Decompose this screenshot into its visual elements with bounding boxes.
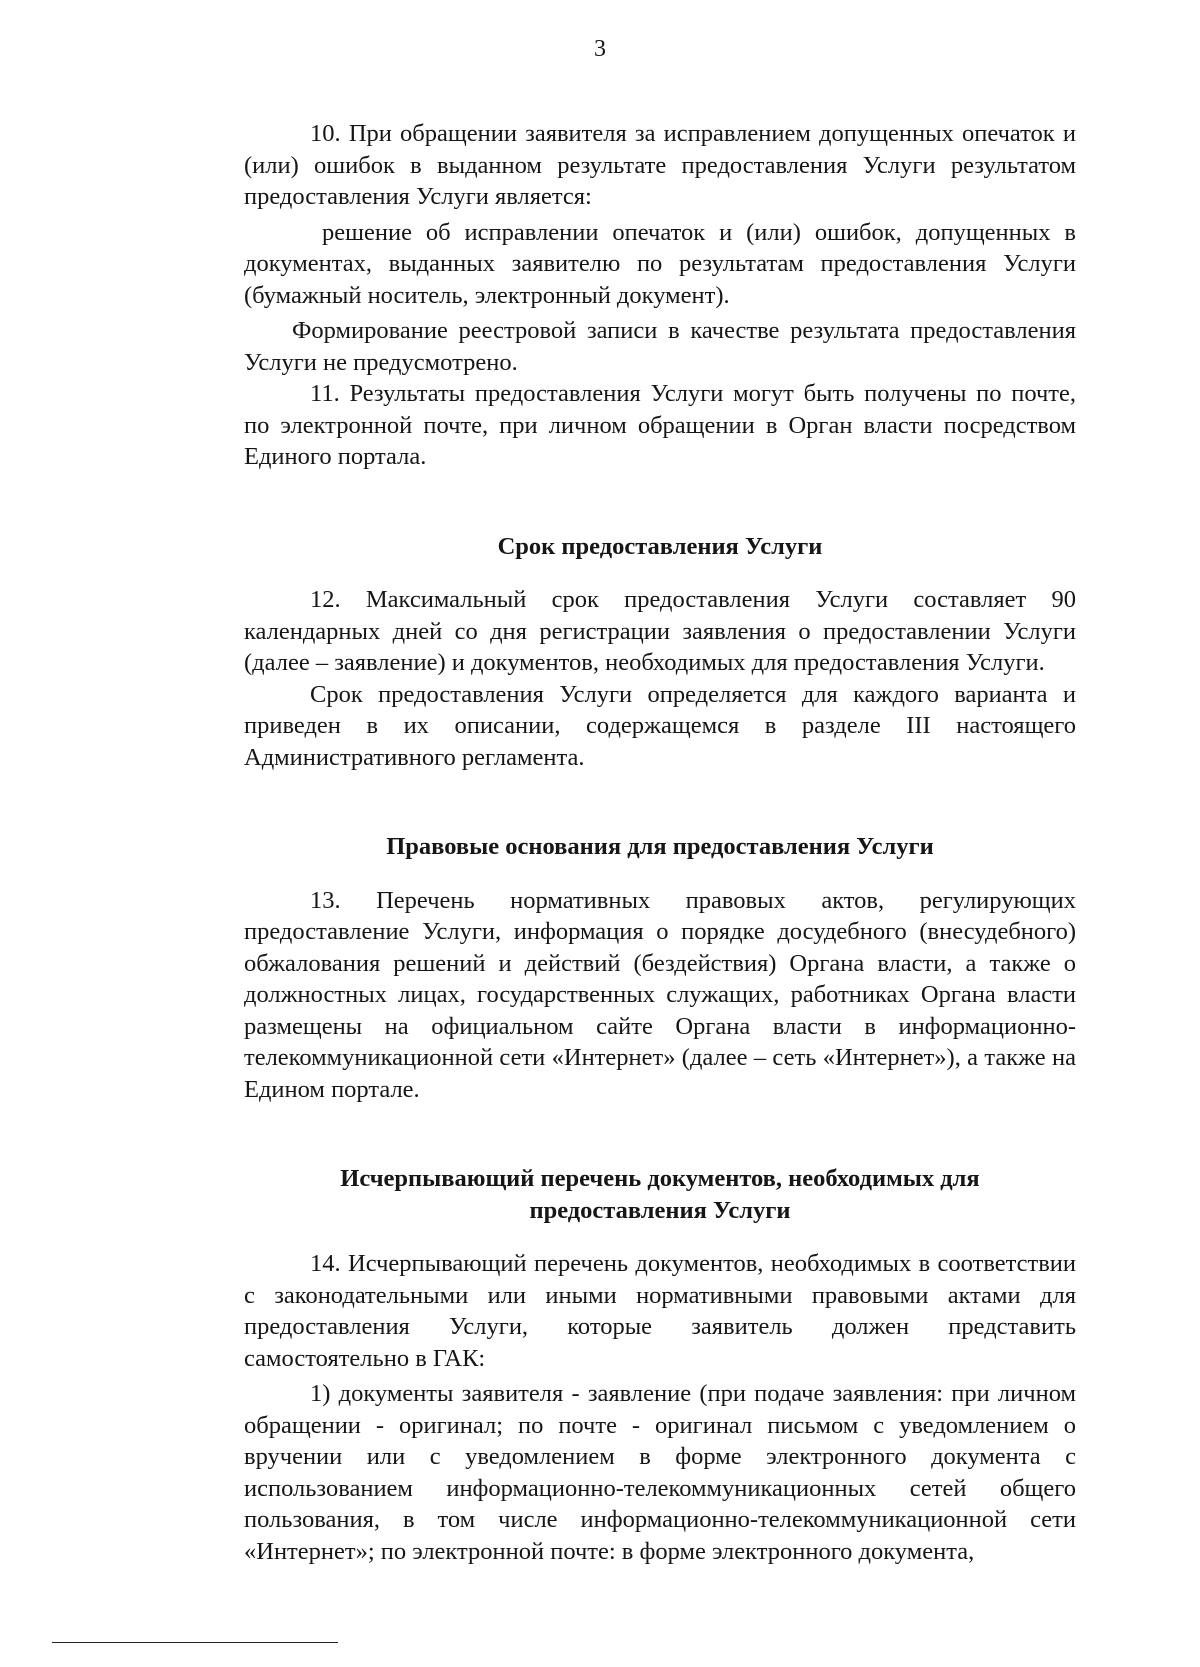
paragraph-14-item-1: 1) документы заявителя - заявление (при подаче заявления: при личном обращении - оригинал; по почте - оригинал письмом с уведомлением о вручении или с уведомлением в форме электронного документа с использованием информационно-телекоммуникационных сетей общего пользования, в том числе информационно-телекоммуникационной сети «Интернет»; по электронной почте: в форме электронного документа,	[244, 1380, 1076, 1565]
paragraph-10-registry: Формирование реестровой записи в качестве результата предоставления Услуги не предусмотрено.	[244, 317, 1076, 376]
footnote-separator	[52, 1642, 338, 1643]
paragraph-10-decision: решение об исправлении опечаток и (или) ошибок, допущенных в документах, выданных заявителю по результатам предоставления Услуги (бумажный носитель, электронный документ).	[244, 218, 1076, 309]
heading-term: Срок предоставления Услуги	[497, 532, 823, 560]
heading-legal-basis: Правовые основания для предоставления Услуги	[386, 833, 934, 860]
page-number: 3	[594, 36, 606, 62]
paragraph-13: 13. Перечень нормативных правовых актов, регулирующих предоставление Услуги, информация о порядке досудебного (внесудебного) обжалования решений и действий (бездействия) Органа власти, а также о должностных лицах, государственных служащих, работниках Органа власти размещены на официальном сайте Органа власти в информационно-телекоммуникационной сети «Интернет» (далее – сеть «Интернет»), а также на Едином портале.	[244, 886, 1076, 1103]
heading-documents-list: Исчерпывающий перечень документов, необходимых для предоставления Услуги	[340, 1165, 980, 1224]
paragraph-14: 14. Исчерпывающий перечень документов, необходимых в соответствии с законодательными или иными нормативными правовыми актами для предоставления Услуги, которые заявитель должен представить самостоятельно в ГАК:	[244, 1250, 1076, 1372]
paragraph-10: 10. При обращении заявителя за исправлением допущенных опечаток и (или) ошибок в выданном результате предоставления Услуги результатом предоставления Услуги является:	[244, 120, 1076, 210]
paragraph-11: 11. Результаты предоставления Услуги могут быть получены по почте, по электронной почте, при личном обращении в Орган власти посредством Единого портала.	[244, 380, 1076, 470]
paragraph-12-variant: Срок предоставления Услуги определяется для каждого варианта и приведен в их описании, содержащемся в разделе III настоящего Административного регламента.	[244, 680, 1076, 771]
paragraph-12: 12. Максимальный срок предоставления Услуги составляет 90 календарных дней со дня регистрации заявления о предоставлении Услуги (далее – заявление) и документов, необходимых для предоставления Услуги.	[244, 586, 1076, 676]
document-body	[244, 118, 1076, 1567]
